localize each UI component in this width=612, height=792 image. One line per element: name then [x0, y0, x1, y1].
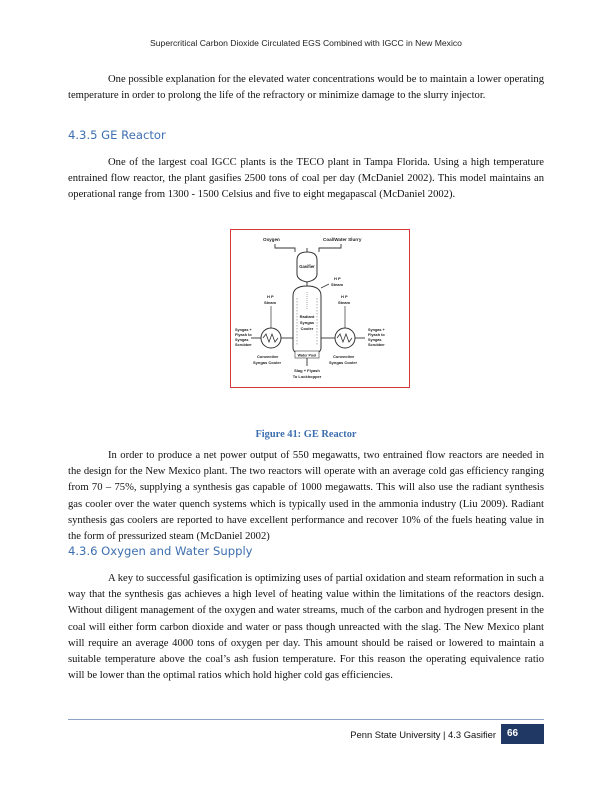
footer-text: Penn State University | 4.3 Gasifier: [350, 729, 496, 740]
figure-caption: Figure 41: GE Reactor: [255, 429, 357, 440]
label-oxygen: Oxygen: [263, 237, 280, 242]
ge-reactor-paragraph-block: [68, 155, 544, 204]
label-steam-left: Steam: [264, 300, 277, 305]
page-number: 66: [501, 724, 544, 744]
label-hp-top: H P: [334, 276, 341, 281]
paragraph2-block: [68, 448, 544, 545]
label-right-convective-1: Convective: [333, 354, 355, 359]
label-slag-2: To Lockhopper: [292, 374, 322, 379]
label-water-pool: Water Pool: [297, 353, 317, 358]
intro-paragraph-block: [68, 72, 544, 104]
intro-paragraph: One possible explanation for the elevated water concentrations would be to maintain a lower operating temperature in order to prolong the life of the refractory or minimize damage to the slurry injector.: [68, 74, 544, 102]
steam-top-line: [321, 284, 329, 288]
label-radiant-1: Radiant: [299, 314, 315, 319]
label-right-convective-2: Syngas Cooler: [329, 360, 358, 365]
ge-reactor-paragraph: One of the largest coal IGCC plants is the TECO plant in Tampa Florida. Using a high temperature entrained flow reactor, the plant gasifies 2500 tons of coal per day (McDaniel 2002). This model maintains an operational range from 1300 - 1500 Celsius and five to eight megapascal (McDaniel 2002).: [68, 157, 544, 201]
label-slag-1: Slag + Flyash: [294, 368, 320, 373]
label-steam-right: Steam: [338, 300, 351, 305]
paragraph2: In order to produce a net power output of 550 megawatts, two entrained flow reactors are needed in the design for the New Mexico plant. The two reactors will operate with an average cold gas efficiency ranging from 70 – 75%, supplying a synthesis gas capable of 1000 megawatts. This will also use the radiant synthesis gas cooler over the water quench systems which is typically used in the ammonia industry (Liu 2009). Radiant synthesis gas coolers are reported to have excellent performance and recover 10% of the fuels heating value in the form of pressurized steam (McDaniel 2002): [68, 450, 544, 543]
label-hp-right: H P: [341, 294, 348, 299]
running-header: Supercritical Carbon Dioxide Circulated EGS Combined with IGCC in New Mexico: [150, 38, 462, 48]
label-right-syngas-4: Scrubber: [368, 343, 385, 347]
oxygen-feed-line: [275, 244, 295, 252]
oxygen-water-paragraph-block: [68, 571, 544, 684]
label-left-convective-2: Syngas Cooler: [253, 360, 282, 365]
page-footer: [68, 727, 544, 743]
label-slurry: Coal/Water Slurry: [323, 237, 362, 242]
oxygen-water-paragraph: A key to successful gasification is optimizing uses of partial oxidation and steam reformation in such a way that the synthesis gas achieves a high level of heating value within the limitations of the reactors design. Without diligent management of the oxygen and water streams, much of the carbon and hydrogen present in the coal will either form carbon dioxide and water or pass though unreacted with the slag. The New Mexico plant will require an average 4000 tons of oxygen per day. This amount should be raised or lowered to maintain a suitable temperature above the coal’s ash fusion temperature. For this reason the operating equivalence ratio will be lower than the optimal ratios which hold higher cold gas efficiencies.: [68, 573, 544, 682]
label-left-syngas-1: Syngas +: [235, 328, 252, 332]
label-steam-top: Steam: [331, 282, 344, 287]
section-heading-ge-reactor: 4.3.5 GE Reactor: [68, 128, 166, 142]
label-left-syngas-4: Scrubber: [235, 343, 252, 347]
label-left-syngas-2: Flyash to: [235, 333, 252, 337]
label-radiant-2: Syngas: [299, 320, 315, 325]
label-right-syngas-3: Syngas: [368, 338, 382, 342]
label-left-syngas-3: Syngas: [235, 338, 249, 342]
label-hp-left: H P: [267, 294, 274, 299]
ge-reactor-figure: [230, 229, 410, 388]
label-gasifier: Gasifier: [299, 264, 315, 269]
section-heading-oxygen-water: 4.3.6 Oxygen and Water Supply: [68, 544, 253, 558]
label-left-convective-1: Convective: [257, 354, 279, 359]
label-radiant-3: Cooler: [300, 326, 314, 331]
label-right-syngas-1: Syngas +: [368, 328, 385, 332]
slurry-feed-line: [319, 244, 341, 252]
footer-divider: [68, 719, 544, 720]
ge-reactor-diagram: [231, 230, 411, 389]
label-right-syngas-2: Flyash to: [368, 333, 385, 337]
